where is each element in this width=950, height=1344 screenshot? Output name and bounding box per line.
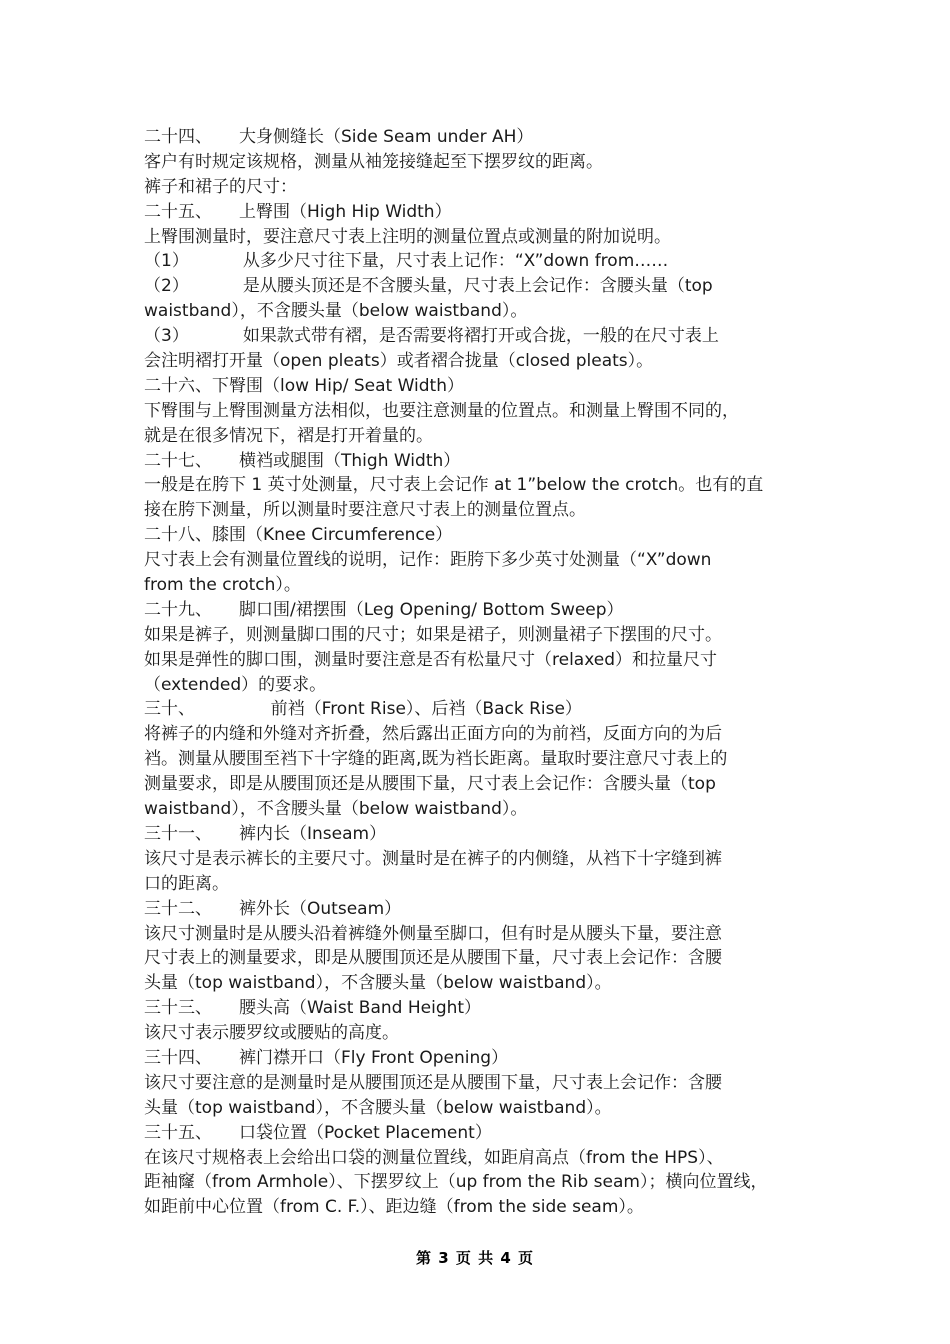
text-line: 二十八、膝围（Knee Circumference） xyxy=(144,525,453,546)
text-line: waistband），不含腰头量（below waistband）。 xyxy=(144,301,528,322)
text-line: 如距前中心位置（from C. F.）、距边缝（from the side seam）。 xyxy=(144,1197,644,1218)
text-line: 将裤子的内缝和外缝对齐折叠，然后露出正面方向的为前裆，反面方向的为后 xyxy=(144,724,722,745)
page-footer: 第 3 页 共 4 页 xyxy=(416,1249,534,1267)
text-line: 二十四、 大身侧缝长（Side Seam under AH） xyxy=(144,127,534,147)
text-line: 口的距离。 xyxy=(144,873,229,894)
text-line: 二十七、 横裆或腿围（Thigh Width） xyxy=(144,450,461,471)
text-line: 二十五、 上臀围（High Hip Width） xyxy=(144,201,452,222)
text-line: 三十四、 裤门襟开口（Fly Front Opening） xyxy=(144,1047,509,1068)
text-line: 三十五、 口袋位置（Pocket Placement） xyxy=(144,1122,492,1143)
text-line: 一般是在胯下 1 英寸处测量，尺寸表上会记作 at 1”below the crotch。也有的直 xyxy=(144,475,764,496)
text-line: 头量（top waistband），不含腰头量（below waistband）。 xyxy=(144,1097,612,1118)
text-line: 三十三、 腰头高（Waist Band Height） xyxy=(144,998,482,1019)
text-line: 三十一、 裤内长（Inseam） xyxy=(144,823,387,844)
text-line: 该尺寸表示腰罗纹或腰贴的高度。 xyxy=(144,1023,399,1044)
text-line: 会注明褶打开量（open pleats）或者褶合拢量（closed pleats）。 xyxy=(144,351,654,372)
text-line: 上臀围测量时，要注意尺寸表上注明的测量位置点或测量的附加说明。 xyxy=(144,226,671,247)
text-line: 裆。测量从腰围至裆下十字缝的距离,既为裆长距离。量取时要注意尺寸表上的 xyxy=(144,749,728,770)
text-line: 二十九、 脚口围/裙摆围（Leg Opening/ Bottom Sweep） xyxy=(144,599,624,620)
text-line: from the crotch）。 xyxy=(144,575,301,596)
text-line: （2） 是从腰头顶还是不含腰头量，尺寸表上会记作：含腰头量（top xyxy=(144,276,713,297)
text-line: 在该尺寸规格表上会给出口袋的测量位置线，如距肩高点（from the HPS）、 xyxy=(144,1147,724,1168)
text-line: 该尺寸是表示裤长的主要尺寸。测量时是在裤子的内侧缝，从裆下十字缝到裤 xyxy=(144,848,722,869)
text-line: 二十六、下臀围（low Hip/ Seat Width） xyxy=(144,375,464,396)
text-line: 尺寸表上的测量要求，即是从腰围顶还是从腰围下量，尺寸表上会记作：含腰 xyxy=(144,948,722,969)
document-body xyxy=(144,125,824,1220)
text-line: 接在胯下测量，所以测量时要注意尺寸表上的测量位置点。 xyxy=(144,500,586,521)
text-line: 该尺寸测量时是从腰头沿着裤缝外侧量至脚口，但有时是从腰头下量，要注意 xyxy=(144,923,722,944)
text-line: （3） 如果款式带有褶，是否需要将褶打开或合拢，一般的在尺寸表上 xyxy=(144,326,719,347)
text-line: 下臀围与上臀围测量方法相似，也要注意测量的位置点。和测量上臀围不同的， xyxy=(144,400,739,421)
text-line: 测量要求，即是从腰围顶还是从腰围下量，尺寸表上会记作：含腰头量（top xyxy=(144,774,716,795)
text-line: 距袖窿（from Armhole）、下摆罗纹上（up from the Rib seam）；横向位置线， xyxy=(144,1172,768,1193)
text-line: 裤子和裙子的尺寸： xyxy=(144,176,297,197)
text-line: （1） 从多少尺寸往下量，尺寸表上记作：“X”down from…… xyxy=(144,251,669,272)
text-line: 三十、 前裆（Front Rise）、后裆（Back Rise） xyxy=(144,699,582,720)
text-line: waistband），不含腰头量（below waistband）。 xyxy=(144,799,528,820)
text-line: 如果是裤子，则测量脚口围的尺寸；如果是裙子，则测量裙子下摆围的尺寸。 xyxy=(144,624,722,645)
text-line: （extended）的要求。 xyxy=(144,674,327,695)
text-line: 客户有时规定该规格，测量从袖笼接缝起至下摆罗纹的距离。 xyxy=(144,151,603,172)
text-line: 如果是弹性的脚口围，测量时要注意是否有松量尺寸（relaxed）和拉量尺寸 xyxy=(144,649,718,670)
text-line: 该尺寸要注意的是测量时是从腰围顶还是从腰围下量，尺寸表上会记作：含腰 xyxy=(144,1072,722,1093)
text-line: 三十二、 裤外长（Outseam） xyxy=(144,898,402,919)
text-line: 头量（top waistband），不含腰头量（below waistband）。 xyxy=(144,973,612,994)
text-line: 尺寸表上会有测量位置线的说明，记作：距胯下多少英寸处测量（“X”down xyxy=(144,550,712,571)
text-line: 就是在很多情况下，褶是打开着量的。 xyxy=(144,425,433,446)
